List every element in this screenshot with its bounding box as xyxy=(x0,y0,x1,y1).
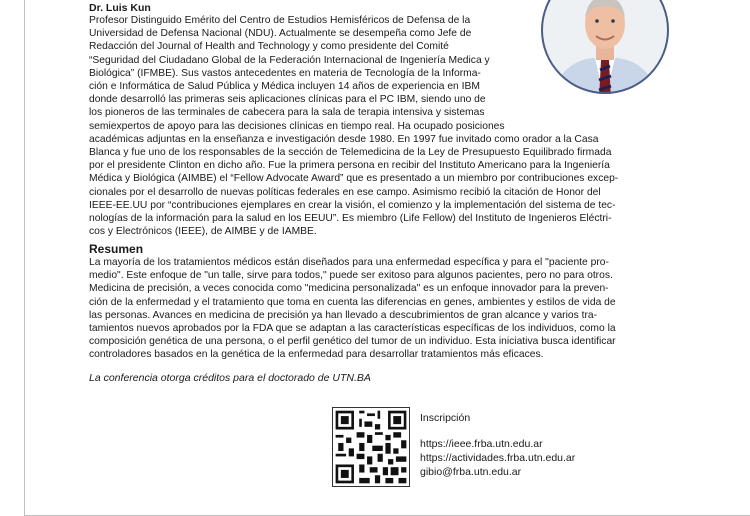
resumen-line: tamientos nuevos aprobados por la FDA que se adaptan a las características específicas de los individuos, como la xyxy=(89,323,616,335)
bio-line: académicas adjuntas en la enseñanza e investigación desde 1980. En 1997 fue invitado como orador a la Casa xyxy=(89,133,599,145)
bio-line: Profesor Distinguido Emérito del Centro de Estudios Hemisféricos de Defensa de la xyxy=(89,15,471,26)
bio-line: los pioneros de las terminales de cabecera para la sala de terapia intensiva y sistemas xyxy=(89,107,485,119)
bio-line: Redacción del Journal of Health and Technology y como presidente del Comité xyxy=(89,41,449,53)
registration-link-ieee[interactable]: https://ieee.frba.utn.edu.ar xyxy=(420,438,543,450)
bio-line: Médica y Biológica (AIMBE) el “Fellow Advocate Award” que es presentado a un miembro por contribuciones excep- xyxy=(89,173,619,185)
bio-line: por el presidente Clinton en dicho año. Fue la primera persona en recibir del Instituto Americano para la Ingeniería xyxy=(89,160,610,172)
registration-label: Inscripción xyxy=(420,412,471,424)
resumen-line: Medicina de precisión, a veces conocida como "medicina personalizada" es un enfoque innovador para la preven- xyxy=(89,283,609,295)
credit-note: La conferencia otorga créditos para el doctorado de UTN.BA xyxy=(89,372,371,384)
bio-line: cos y Electrónicos (IEEE), de AIMBE y de IAMBE. xyxy=(89,226,317,238)
speaker-name: Dr. Luis Kun xyxy=(89,2,151,14)
bio-line: donde desarrolló las primeras seis aplicaciones clínicas para el PC IBM, siendo uno de xyxy=(89,94,486,106)
resumen-line: controladores basados en la genética de la enfermedad para desarrollar tratamientos más eficaces. xyxy=(89,349,544,361)
resumen-line: ción de la enfermedad y el tratamiento que toma en cuenta las diferencias en genes, ambientes y estilos de vida de xyxy=(89,296,616,308)
speaker-photo xyxy=(540,0,670,95)
bio-line: Universidad de Defensa Nacional (NDU). Actualmente se desempeña como Jefe de xyxy=(89,28,472,40)
bio-line: “Seguridad del Ciudadano Global de la Federación Internacional de Ingeniería Medica y xyxy=(89,54,490,66)
bio-line: semiexpertos de apoyo para las decisiones clínicas en tiempo real. Ha ocupado posiciones xyxy=(89,120,505,132)
resumen-body xyxy=(89,256,669,362)
resumen-line: composición genética de una persona, o el perfil genético del tumor de un individuo. Esta iniciativa busca identificar xyxy=(89,336,616,348)
registration-info xyxy=(420,411,575,479)
registration-email[interactable]: gibio@frba.utn.edu.ar xyxy=(420,466,522,478)
registration-link-actividades[interactable]: https://actividades.frba.utn.edu.ar xyxy=(420,452,576,464)
resumen-line: medio". Este enfoque de "un talle, sirve para todos," puede ser exitoso para algunos pacientes, pero no para otros. xyxy=(89,270,613,282)
qr-code[interactable] xyxy=(332,407,410,487)
bio-line: nologías de la información para la salud en los EEUU”. Es miembro (Life Fellow) del Instituto de Ingenieros Eléctri- xyxy=(89,213,612,225)
resumen-line: las personas. Avances en medicina de precisión ya han llevado a descubrimientos de gran alcance y varios tra- xyxy=(89,309,598,321)
bio-line: ción e Informática de Salud Pública y Médica incluyen 14 años de experiencia en IBM xyxy=(89,81,480,93)
bio-line: Biológica” (IFMBE). Sus vastos antecedentes en materia de Tecnología de la Informa- xyxy=(89,67,481,79)
resumen-line: La mayoría de los tratamientos médicos están diseñados para una enfermedad específica y para el "paciente pro- xyxy=(89,257,609,268)
bio-line: cionales por el desarrollo de nuevas políticas federales en ese campo. Asimismo recibió la citación de Honor del xyxy=(89,186,601,198)
bio-line: IEEE-EE.UU por “contribuciones ejemplares en crear la visión, el comienzo y la implementación del sistema de tec- xyxy=(89,199,616,211)
bio-line: Blanca y fue uno de los responsables de la sección de Telemedicina de la Ley de Presupuesto Equilibrado firmada xyxy=(89,147,612,159)
resumen-heading: Resumen xyxy=(89,242,144,256)
